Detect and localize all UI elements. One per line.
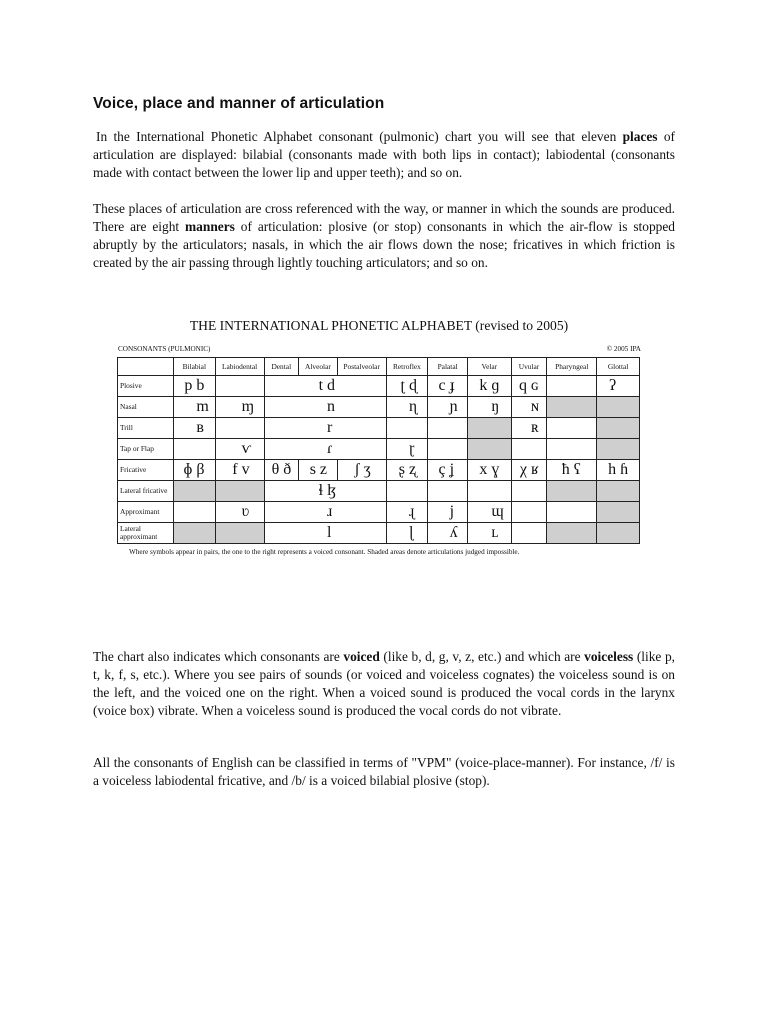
ipa-cell [173,439,215,460]
ipa-chart-figure [117,318,641,556]
ipa-table-row [118,418,640,439]
ipa-symbol-voiceless: ç [438,461,446,478]
paragraph-places [93,128,675,182]
ipa-symbol-voiced: ɡ [491,377,500,394]
ipa-cell [597,502,640,523]
ipa-chart-note: Where symbols appear in pairs, the one to the right represents a voiced consonant. Shaded areas denote articulations judged impossible. [129,548,520,556]
p3-bold-voiced: voiced [343,649,380,664]
ipa-cell [511,397,547,418]
ipa-cell [215,460,264,481]
ipa-symbol-voiceless: ɬ [318,482,324,499]
ipa-symbol-voiced: m [196,398,209,415]
ipa-cell [597,376,640,397]
ipa-symbol-voiced: ʎ [449,524,458,541]
ipa-symbol-voiceless: q [519,377,528,394]
ipa-cell [173,460,215,481]
ipa-symbol-voiced: ʝ [449,461,455,478]
ipa-cell [386,481,428,502]
ipa-chart-subtitle: CONSONANTS (PULMONIC) [118,345,211,353]
ipa-cell [547,502,597,523]
ipa-table-row [118,523,640,544]
ipa-cell [264,439,386,460]
ipa-symbol-voiced: j [449,503,455,520]
ipa-cell [215,502,264,523]
ipa-symbol-voiced: ɴ [531,398,539,415]
ipa-symbol-voiceless: s [309,461,316,478]
ipa-symbol-voiced: ʒ [363,461,371,478]
ipa-row-label: Fricative [118,460,174,481]
ipa-row-label: Plosive [118,376,174,397]
ipa-symbol-voiced: l [327,524,332,541]
ipa-symbol-voiced: ɾ [327,440,333,457]
ipa-cell [547,460,597,481]
ipa-symbol-voiced: ɮ [327,482,337,499]
ipa-cell [547,439,597,460]
ipa-symbol-voiced: ɽ [408,440,415,457]
ipa-cell [547,481,597,502]
ipa-symbol-voiceless: k [479,377,488,394]
ipa-cell [428,376,468,397]
ipa-cell [173,502,215,523]
ipa-cell [547,397,597,418]
ipa-cell [215,439,264,460]
ipa-cell [467,523,511,544]
ipa-symbol-voiced: ɳ [408,398,417,415]
ipa-cell [597,397,640,418]
ipa-chart-header [118,345,641,353]
ipa-symbol-voiced: ⱱ [241,440,252,457]
ipa-symbol-voiceless: ʂ [398,461,405,478]
ipa-cell [173,418,215,439]
ipa-symbol-voiced: ʁ [531,461,539,478]
ipa-cell [386,460,428,481]
ipa-cell [215,376,264,397]
ipa-cell [215,523,264,544]
ipa-symbol-voiceless: ħ [561,461,570,478]
ipa-cell [467,397,511,418]
ipa-symbol-voiced: ʐ [408,461,417,478]
ipa-cell [428,502,468,523]
ipa-cell [597,418,640,439]
ipa-column-header: Uvular [511,358,547,376]
ipa-column-header: Palatal [428,358,468,376]
ipa-column-header: Alveolar [299,358,338,376]
p3-text-1: The chart also indicates which consonants are [93,649,344,664]
ipa-symbol-voiced: z [319,461,328,478]
ipa-table-row [118,439,640,460]
ipa-symbol-voiced: ɲ [449,398,458,415]
ipa-cell [467,460,511,481]
ipa-symbol-voiced: ɰ [491,503,504,520]
ipa-chart-title: THE INTERNATIONAL PHONETIC ALPHABET (revised to 2005) [189,318,569,333]
ipa-symbol-voiceless: ʈ [400,377,405,394]
paragraph-vpm [93,754,675,790]
ipa-cell [467,439,511,460]
ipa-symbol-voiced: ʙ [196,419,204,436]
ipa-cell [467,418,511,439]
ipa-symbol-voiced: r [327,419,333,436]
ipa-column-header: Pharyngeal [547,358,597,376]
ipa-symbol-voiceless: χ [519,461,528,478]
ipa-table-row [118,460,640,481]
ipa-cell [511,439,547,460]
ipa-column-header: Dental [264,358,299,376]
ipa-cell [215,481,264,502]
ipa-symbol-voiced: ɱ [241,398,255,415]
ipa-symbol-voiced: ɦ [620,461,629,478]
ipa-symbol-voiced: ɖ [408,377,417,394]
ipa-symbol-voiced: ɢ [531,377,539,394]
ipa-cell [428,523,468,544]
p3-text-2: (like b, d, g, v, z, etc.) and which are [379,649,585,664]
ipa-cell [215,397,264,418]
ipa-symbol-voiced: ɭ [408,524,414,541]
p3-text-3: (like p, t, k, f, s, etc.). Where you see pairs of sounds (or voiced and voiceless cognates) the voiceless sound is on the left, and the voiced one on the right. When a voiced sound is produced the vocal cords in the larynx (voice box) vibrate. When a voiceless sound is produced the vocal cords do not vibrate. [93,649,675,718]
ipa-cell [264,481,386,502]
ipa-cell [386,418,428,439]
p1-text-2: of articulation are displayed: bilabial (consonants made with both lips in contact); labiodental (consonants made with contact between the lower lip and upper teeth); and so on. [93,129,675,180]
ipa-symbol-voiceless: θ [271,461,280,478]
ipa-cell [467,376,511,397]
p3-bold-voiceless: voiceless [584,649,634,664]
ipa-cell [215,418,264,439]
ipa-cell [511,502,547,523]
ipa-table-row [118,376,640,397]
ipa-table-row [118,502,640,523]
p2-text-1: These places of articulation are cross referenced with the way, or manner in which the sounds are produced. There are eight [93,201,675,234]
ipa-table-row [118,397,640,418]
ipa-cell [386,397,428,418]
ipa-symbol-voiced: β [196,461,205,478]
ipa-cell [264,397,386,418]
ipa-symbol-voiced: ʀ [531,419,539,436]
ipa-cell [264,418,386,439]
ipa-symbol-voiceless: c [438,377,446,394]
ipa-symbol-voiced: ɣ [491,461,500,478]
ipa-symbol-voiced: ʟ [491,524,499,541]
ipa-cell [173,523,215,544]
ipa-column-header: Labiodental [215,358,264,376]
ipa-cell [597,439,640,460]
ipa-symbol-voiceless: ʃ [354,461,360,478]
ipa-symbol-voiceless: ʔ [608,377,617,394]
ipa-cell [386,523,428,544]
ipa-symbol-voiceless: p [184,377,193,394]
ipa-chart-copyright: © 2005 IPA [606,345,641,353]
ipa-symbol-voiceless: f [232,461,238,478]
ipa-cell [428,439,468,460]
ipa-cell [386,439,428,460]
ipa-consonant-table [117,357,640,544]
p4-text-1: All the consonants of English can be classified in terms of "VPM" (voice-place-manner). For instance, /f/ is a voiceless labiodental fricative, and /b/ is a voiced bilabial plosive (stop). [93,755,675,788]
ipa-cell [428,418,468,439]
ipa-row-label: Trill [118,418,174,439]
ipa-cell [173,397,215,418]
ipa-cell [597,460,640,481]
ipa-column-header: Bilabial [173,358,215,376]
ipa-symbol-voiceless: h [608,461,617,478]
ipa-column-header: Postalveolar [337,358,386,376]
ipa-cell [173,376,215,397]
ipa-cell [428,481,468,502]
ipa-cell [547,523,597,544]
ipa-symbol-voiced: ŋ [491,398,500,415]
p1-bold-places: places [622,129,658,144]
ipa-cell [511,460,547,481]
ipa-cell [597,481,640,502]
ipa-cell [299,460,338,481]
ipa-row-label: Lateral fricative [118,481,174,502]
ipa-symbol-voiced: d [327,377,336,394]
ipa-column-header: Glottal [597,358,640,376]
ipa-row-label: Lateral approximant [118,523,174,544]
p2-text-2: of articulation: plosive (or stop) consonants in which the air-flow is stopped abruptly by the articulators; nasals, in which the air flows down the nose; fricatives in which friction is created by the air passing through lightly touching articulators; and so on. [93,219,675,270]
ipa-cell [428,460,468,481]
ipa-cell [386,502,428,523]
ipa-symbol-voiceless: t [318,377,324,394]
ipa-symbol-voiced: b [196,377,205,394]
ipa-symbol-voiced: v [241,461,250,478]
ipa-cell [597,523,640,544]
ipa-row-label: Approximant [118,502,174,523]
ipa-cell [467,481,511,502]
ipa-cell [337,460,386,481]
ipa-symbol-voiced: n [327,398,336,415]
ipa-cell [547,376,597,397]
p1-text-1: In the International Phonetic Alphabet consonant (pulmonic) chart you will see that eleven [96,129,623,144]
ipa-column-header: Velar [467,358,511,376]
ipa-cell [511,418,547,439]
ipa-cell [467,502,511,523]
ipa-cell [511,523,547,544]
ipa-symbol-voiced: ð [283,461,292,478]
ipa-symbol-voiced: ɟ [449,377,455,394]
ipa-symbol-voiced: ɻ [408,503,415,520]
ipa-cell [386,376,428,397]
ipa-cell [428,397,468,418]
ipa-symbol-voiceless: ɸ [183,461,193,478]
ipa-cell [264,376,386,397]
ipa-cell [173,481,215,502]
page-title: Voice, place and manner of articulation [93,95,385,112]
ipa-table-row [118,481,640,502]
ipa-cell [511,376,547,397]
p2-bold-manners: manners [185,219,235,234]
ipa-row-label: Tap or Flap [118,439,174,460]
ipa-header-corner [118,358,174,376]
ipa-cell [264,502,386,523]
ipa-symbol-voiced: ʕ [573,461,581,478]
ipa-symbol-voiced: ɹ [327,503,333,520]
ipa-cell [264,523,386,544]
ipa-row-label: Nasal [118,397,174,418]
ipa-symbol-voiceless: x [479,461,488,478]
ipa-table-header-row [118,358,640,376]
ipa-cell [264,460,299,481]
ipa-symbol-voiced: ʋ [241,503,250,520]
paragraph-voicing [93,648,675,720]
paragraph-manners [93,200,675,272]
ipa-cell [511,481,547,502]
ipa-cell [547,418,597,439]
ipa-column-header: Retroflex [386,358,428,376]
